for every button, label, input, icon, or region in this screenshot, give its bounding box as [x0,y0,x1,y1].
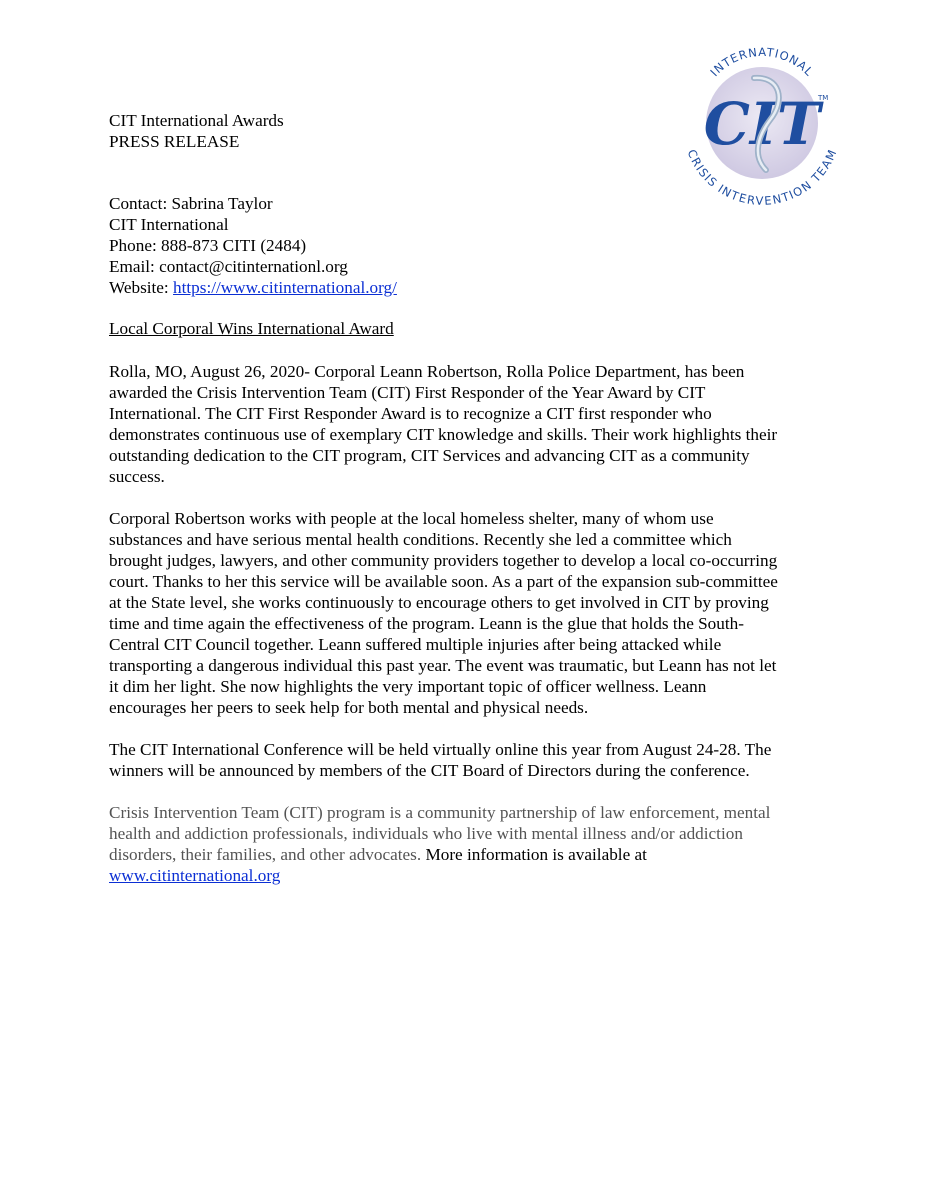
paragraph-line: court. Thanks to her this service will be available soon. As a part of the expansion sub-committee [109,572,778,591]
paragraph-line: it dim her light. She now highlights the very important topic of officer wellness. Leann [109,677,707,696]
release-org-title: CIT International Awards [109,111,284,130]
paragraph-conference [109,739,829,781]
paragraph-line: success. [109,467,165,486]
logo-bottom-text: CRISIS INTERVENTION TEAM [684,147,840,208]
paragraph-line: substances and have serious mental health conditions. Recently she led a committee which [109,530,732,549]
headline-block [109,318,829,339]
paragraph-line: encourages her peers to seek help for both mental and physical needs. [109,698,589,717]
website-link[interactable]: https://www.citinternational.org/ [173,278,397,297]
release-type: PRESS RELEASE [109,132,240,151]
boilerplate-more-info: More information is available at [421,845,647,864]
citinternational-link[interactable]: www.citinternational.org [109,866,281,885]
paragraph-boilerplate [109,802,829,886]
paragraph-line: brought judges, lawyers, and other community providers together to develop a local co-occurring [109,551,778,570]
paragraph-robertson [109,508,829,718]
website-label: Website: [109,278,174,297]
paragraph-line: awarded the Crisis Intervention Team (CIT) First Responder of the Year Award by CIT [109,383,706,402]
paragraph-line: demonstrates continuous use of exemplary CIT knowledge and skills. Their work highlights their [109,425,778,444]
paragraph-line: health and addiction professionals, individuals who live with mental illness and/or addiction [109,824,743,843]
logo-trademark: TM [818,94,829,102]
contact-block [109,193,829,298]
logo-mark: CIT [703,90,821,158]
paragraph-line [109,844,829,865]
paragraph-line: Crisis Intervention Team (CIT) program is a community partnership of law enforcement, mental [109,803,771,822]
headline: Local Corporal Wins International Award [109,319,394,338]
contact-org: CIT International [109,215,229,234]
release-header [109,110,829,152]
paragraph-line: at the State level, she works continuously to encourage others to get involved in CIT by proving [109,593,769,612]
paragraph-line: Corporal Robertson works with people at the local homeless shelter, many of whom use [109,509,714,528]
paragraph-line [109,865,829,886]
contact-phone: Phone: 888-873 CITI (2484) [109,236,307,255]
paragraph-line: International. The CIT First Responder Award is to recognize a CIT first responder who [109,404,712,423]
contact-name: Contact: Sabrina Taylor [109,194,273,213]
paragraph-line: winners will be announced by members of the CIT Board of Directors during the conference. [109,761,750,780]
logo-top-text: INTERNATIONAL [707,44,817,80]
contact-email: Email: contact@citinternationl.org [109,257,348,276]
contact-website [109,277,829,298]
paragraph-line: Rolla, MO, August 26, 2020- Corporal Leann Robertson, Rolla Police Department, has been [109,362,745,381]
paragraph-line: transporting a dangerous individual this past year. The event was traumatic, but Leann has not let [109,656,777,675]
paragraph-line: The CIT International Conference will be held virtually online this year from August 24-28. The [109,740,772,759]
paragraph-award [109,361,829,487]
paragraph-line: outstanding dedication to the CIT program, CIT Services and advancing CIT as a community [109,446,750,465]
boilerplate-gray-text: disorders, their families, and other advocates. [109,845,422,864]
paragraph-line: time and time again the effectiveness of the program. Leann is the glue that holds the South- [109,614,744,633]
paragraph-line: Central CIT Council together. Leann suffered multiple injuries after being attacked while [109,635,722,654]
